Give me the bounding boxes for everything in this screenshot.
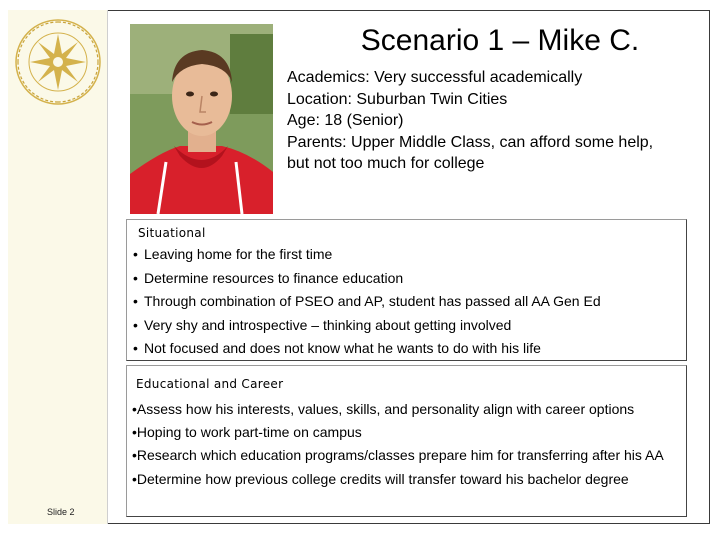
university-seal-logo [14, 18, 102, 106]
career-box [126, 365, 687, 517]
list-item: • Through combination of PSEO and AP, student has passed all AA Gen Ed [133, 293, 601, 309]
bullet-icon: • [132, 424, 137, 441]
bullet-icon: • [133, 269, 138, 286]
list-item: •Hoping to work part-time on campus [132, 424, 362, 441]
list-item: •Determine how previous college credits will transfer toward his bachelor degree [132, 470, 629, 487]
list-item: • Leaving home for the first time [133, 246, 333, 262]
slide-number: Slide 2 [47, 507, 75, 517]
bullet-icon: • [133, 340, 138, 356]
bullet-icon: • [133, 246, 138, 262]
situational-list [133, 244, 601, 362]
situational-box [126, 219, 687, 361]
list-item: • Determine resources to finance education [133, 269, 404, 286]
student-profile [287, 67, 707, 175]
list-item: • Very shy and introspective – thinking about getting involved [133, 316, 512, 333]
list-item: • Not focused and does not know what he wants to do with his life [133, 340, 541, 356]
bullet-icon: • [132, 401, 137, 417]
profile-line-parents: Parents: Upper Middle Class, can afford some help, [287, 133, 654, 151]
bullet-icon: • [133, 293, 138, 309]
student-photo [130, 24, 273, 214]
profile-line-location: Location: Suburban Twin Cities [287, 90, 508, 108]
bullet-icon: • [132, 447, 137, 464]
list-item: •Assess how his interests, values, skills, and personality align with career options [132, 401, 635, 417]
situational-heading: Situational [138, 226, 206, 240]
profile-line-age: Age: 18 (Senior) [287, 112, 404, 129]
slide-title: Scenario 1 – Mike C. [360, 24, 640, 57]
list-item: •Research which education programs/classes prepare him for transferring after his AA [132, 447, 664, 464]
profile-line-academics: Academics: Very successful academically [287, 69, 583, 86]
career-list [132, 398, 684, 491]
bullet-icon: • [132, 470, 137, 487]
career-heading: Educational and Career [136, 377, 284, 391]
bullet-icon: • [133, 316, 138, 333]
profile-line-parents-cont: but not too much for college [287, 155, 485, 172]
